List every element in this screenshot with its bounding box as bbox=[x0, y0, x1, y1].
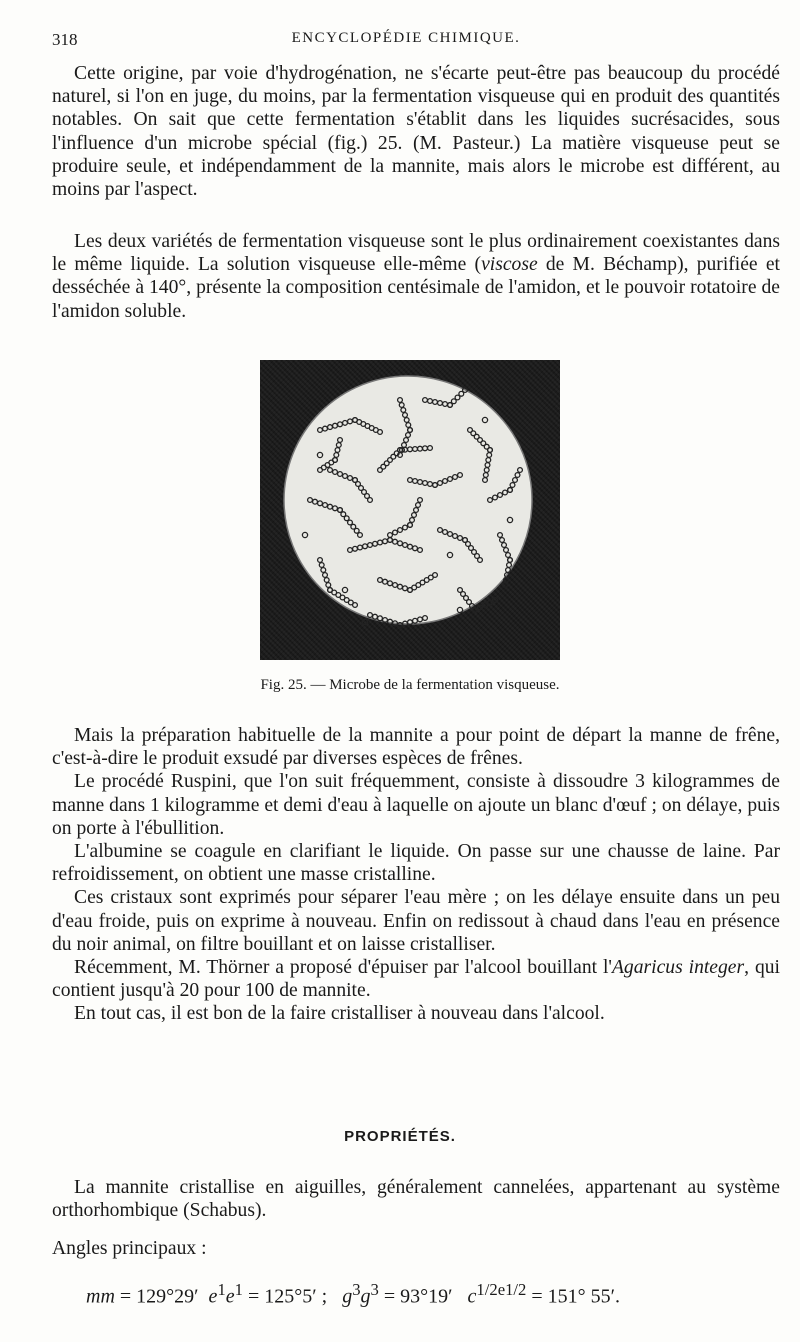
page-number: 318 bbox=[52, 30, 78, 49]
microbe-cell bbox=[362, 619, 367, 624]
paragraph: Le procédé Ruspini, que l'on suit fréquemment, consiste à dissoudre 3 kilogrammes de manne dans 1 kilogramme et demi d'eau à laquelle on ajoute un blanc d'œuf ; on délaye, puis on porte à l'ébullition. bbox=[52, 771, 780, 839]
text-block-preparation bbox=[52, 724, 780, 1026]
microbe-cell bbox=[488, 600, 493, 605]
text-block-viscose bbox=[52, 230, 780, 323]
microbe-cell bbox=[483, 603, 488, 608]
microbe-cell bbox=[503, 583, 508, 588]
paragraph: Ces cristaux sont exprimés pour séparer l'eau mère ; on les délaye ensuite dans un peu d'eau froide, puis on exprime à nouveau. Enfin on redissout à chaud dans l'eau en présence du noir animal, on filtre bouillant et on laisse cristalliser. bbox=[52, 887, 780, 955]
text-block-properties bbox=[52, 1176, 780, 1222]
paragraph: Mais la préparation habituelle de la mannite a pour point de départ la manne de frêne, c'est-à-dire le produit exsudé par diverses espèces de frênes. bbox=[52, 725, 780, 770]
microscope-view-image bbox=[260, 360, 560, 660]
paragraph: L'albumine se coagule en clarifiant le liquide. On passe sur une chausse de laine. Par refroidissement, on obtient une masse cristalline. bbox=[52, 841, 780, 886]
microbe-cell bbox=[493, 598, 498, 603]
microbe-cell bbox=[473, 608, 478, 613]
running-title: ENCYCLOPÉDIE CHIMIQUE. bbox=[291, 30, 521, 46]
text-block-intro bbox=[52, 62, 780, 201]
angles-formula: mm = 129°29′ $e^1e^1 = 125^\circ 5'$ ; $g^3g^3 = 93^\circ 19'$ $c^{1/2e1/2} = 151^\circ$ 55′. bbox=[86, 1280, 621, 1308]
section-title: PROPRIÉTÉS. bbox=[344, 1128, 456, 1145]
paragraph: En tout cas, il est bon de la faire cristalliser à nouveau dans l'alcool. bbox=[74, 1003, 605, 1025]
microbe-cell bbox=[504, 578, 509, 583]
microbe-cell bbox=[478, 605, 483, 610]
angles-label: Angles principaux : bbox=[52, 1238, 207, 1259]
microbe-figure bbox=[260, 360, 560, 660]
paragraph: Récemment, M. Thörner a proposé d'épuiser par l'alcool bouillant l'Agaricus integer, qui contient jusqu'à 20 pour 100 de mannite. bbox=[52, 957, 780, 1002]
page-header bbox=[52, 30, 760, 54]
paragraph: Cette origine, par voie d'hydrogénation, ne s'écarte peut-être pas beaucoup du procédé naturel, si l'on en juge, du moins, par la fermentation visqueuse qui en produit des quantités notables. On sait que cette fermentation s'établit dans les liquides sucrésacides, sous l'influence d'un microbe spécial (fig.) 25. (M. Pasteur.) La matière visqueuse peut se produire seule, et indépendamment de la mannite, mais alors le microbe est différent, au moins par l'aspect. bbox=[52, 63, 780, 201]
paragraph: La mannite cristallise en aiguilles, généralement cannelées, appartenant au système orthorhombique (Schabus). bbox=[52, 1177, 780, 1222]
figure-caption: Fig. 25. — Microbe de la fermentation visqueuse. bbox=[260, 677, 560, 693]
paragraph: Les deux variétés de fermentation visqueuse sont le plus ordinairement coexistantes dans le même liquide. La solution visqueuse elle-même (viscose de M. Béchamp), purifiée et desséchée à 140°, présente la composition centésimale de l'amidon, et le pouvoir rotatoire de l'amidon soluble. bbox=[52, 231, 780, 322]
